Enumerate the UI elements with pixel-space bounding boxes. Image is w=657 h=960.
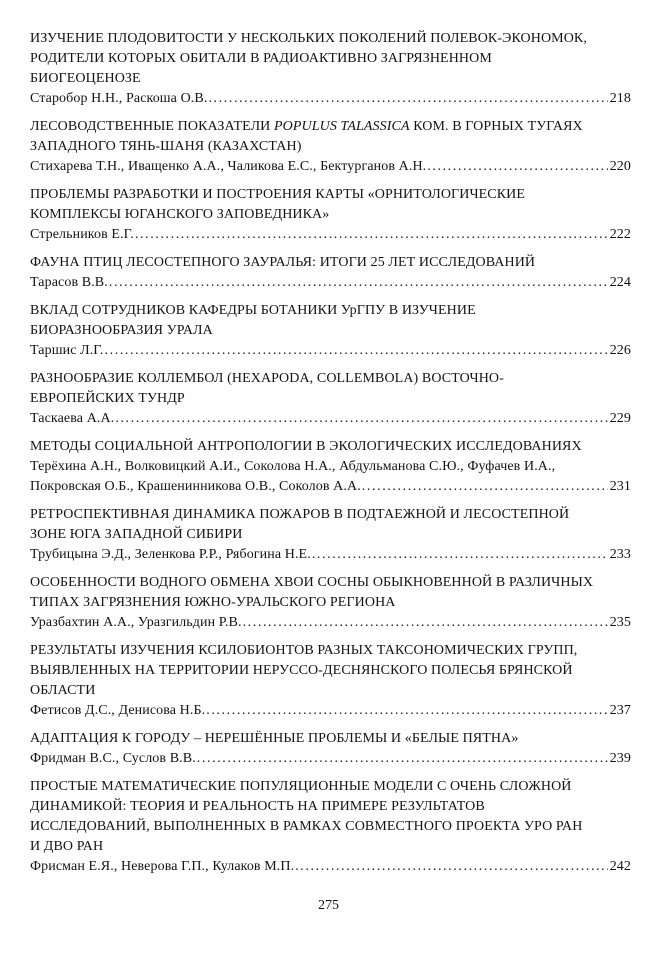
- entry-title-line: [30, 593, 631, 613]
- entry-title-line: [30, 205, 631, 225]
- entry-title: [30, 301, 631, 341]
- entry-title: [30, 573, 631, 613]
- title-text: РОДИТЕЛИ КОТОРЫХ ОБИТАЛИ В РАДИОАКТИВНО ЗАГРЯЗНЕННОМ: [30, 51, 492, 66]
- entry-authors: [30, 157, 631, 177]
- entry-title-line: [30, 817, 631, 837]
- dot-leader: [427, 157, 607, 177]
- entry-title-line: [30, 369, 631, 389]
- toc-list: [30, 29, 631, 885]
- entry-title-line: [30, 777, 631, 797]
- entry-authors: [30, 545, 631, 565]
- entry-page-number: 218: [609, 91, 631, 106]
- dot-leader: [295, 857, 608, 877]
- dot-leader: [105, 341, 608, 361]
- entry-page-number: 239: [609, 751, 631, 766]
- dot-leader: [243, 613, 608, 633]
- entry-title: [30, 117, 631, 157]
- title-text: ЗОНЕ ЮГА ЗАПАДНОЙ СИБИРИ: [30, 527, 243, 542]
- title-text: ПРОБЛЕМЫ РАЗРАБОТКИ И ПОСТРОЕНИЯ КАРТЫ «ОРНИТОЛОГИЧЕСКИЕ: [30, 187, 526, 202]
- entry-title-line: [30, 69, 631, 89]
- entry-author-line: [30, 157, 631, 177]
- dot-leader: [206, 701, 607, 721]
- toc-entry: [30, 253, 631, 293]
- title-text: ФАУНА ПТИЦ ЛЕСОСТЕПНОГО ЗАУРАЛЬЯ: ИТОГИ 25 ЛЕТ ИССЛЕДОВАНИЙ: [30, 255, 536, 270]
- entry-author-line: [30, 857, 631, 877]
- entry-author-line: [30, 409, 631, 429]
- entry-authors: [30, 341, 631, 361]
- entry-authors: [30, 701, 631, 721]
- title-text: БИОГЕОЦЕНОЗЕ: [30, 71, 141, 86]
- title-text: И ДВО РАН: [30, 839, 104, 854]
- title-text: МЕТОДЫ СОЦИАЛЬНОЙ АНТРОПОЛОГИИ В ЭКОЛОГИЧЕСКИХ ИССЛЕДОВАНИЯХ: [30, 439, 582, 454]
- entry-title-line: [30, 525, 631, 545]
- title-text: ОСОБЕННОСТИ ВОДНОГО ОБМЕНА ХВОИ СОСНЫ ОБЫКНОВЕННОЙ В РАЗЛИЧНЫХ: [30, 575, 594, 590]
- entry-title-line: [30, 437, 631, 457]
- toc-entry: [30, 505, 631, 565]
- entry-title-line: [30, 29, 631, 49]
- dot-leader: [109, 273, 608, 293]
- toc-entry: [30, 573, 631, 633]
- author-names: Фетисов Д.С., Денисова Н.Б.: [30, 703, 206, 718]
- title-text: РАЗНООБРАЗИЕ КОЛЛЕМБОЛ (HEXAPODA, COLLEMBOLA) ВОСТОЧНО-: [30, 371, 504, 386]
- entry-author-line: [30, 749, 631, 769]
- entry-title-line: [30, 301, 631, 321]
- entry-title: [30, 185, 631, 225]
- title-text: КОМПЛЕКСЫ ЮГАНСКОГО ЗАПОВЕДНИКА»: [30, 207, 330, 222]
- title-text: ПРОСТЫЕ МАТЕМАТИЧЕСКИЕ ПОПУЛЯЦИОННЫЕ МОДЕЛИ С ОЧЕНЬ СЛОЖНОЙ: [30, 779, 572, 794]
- dot-leader: [208, 89, 607, 109]
- entry-title-line: [30, 681, 631, 701]
- dot-leader: [115, 409, 607, 429]
- title-text: ИССЛЕДОВАНИЙ, ВЫПОЛНЕННЫХ В РАМКАХ СОВМЕСТНОГО ПРОЕКТА УРО РАН: [30, 819, 583, 834]
- entry-page-number: 237: [609, 703, 631, 718]
- entry-author-line: [30, 701, 631, 721]
- entry-title-line: [30, 641, 631, 661]
- author-names: Терёхина А.Н., Волковицкий А.И., Соколова Н.А., Абдульманова С.Ю., Фуфачев И.А.,: [30, 459, 556, 474]
- dot-leader: [312, 545, 608, 565]
- entry-title-line: [30, 185, 631, 205]
- title-text: РЕЗУЛЬТАТЫ ИЗУЧЕНИЯ КСИЛОБИОНТОВ РАЗНЫХ ТАКСОНОМИЧЕСКИХ ГРУПП,: [30, 643, 578, 658]
- entry-author-line: [30, 477, 631, 497]
- dot-leader: [135, 225, 608, 245]
- author-names: Трубицына Э.Д., Зеленкова Р.Р., Рябогина Н.Е.: [30, 547, 311, 562]
- author-names: Стрельников Е.Г.: [30, 227, 134, 242]
- entry-title-line: [30, 573, 631, 593]
- entry-page-number: 229: [609, 411, 631, 426]
- author-names: Стихарева Т.Н., Иващенко А.А., Чаликова Е.С., Бектурганов А.Н.: [30, 159, 427, 174]
- entry-title-line: [30, 729, 631, 749]
- author-names: Старобор Н.Н., Раскоша О.В.: [30, 91, 208, 106]
- author-names: Таскаева А.А.: [30, 411, 115, 426]
- entry-authors: [30, 749, 631, 769]
- entry-authors: [30, 273, 631, 293]
- dot-leader: [197, 749, 608, 769]
- author-names: Фрисман Е.Я., Неверова Г.П., Кулаков М.П.: [30, 859, 295, 874]
- author-names: Тарасов В.В.: [30, 275, 108, 290]
- entry-authors: [30, 613, 631, 633]
- title-text: ИЗУЧЕНИЕ ПЛОДОВИТОСТИ У НЕСКОЛЬКИХ ПОКОЛЕНИЙ ПОЛЕВОК-ЭКОНОМОК,: [30, 31, 587, 46]
- title-text: ЕВРОПЕЙСКИХ ТУНДР: [30, 391, 185, 406]
- title-text: АДАПТАЦИЯ К ГОРОДУ – НЕРЕШЁННЫЕ ПРОБЛЕМЫ И «БЕЛЫЕ ПЯТНА»: [30, 731, 519, 746]
- entry-title-line: [30, 837, 631, 857]
- entry-authors: [30, 225, 631, 245]
- entry-title-line: [30, 137, 631, 157]
- toc-entry: [30, 185, 631, 245]
- title-text: РЕТРОСПЕКТИВНАЯ ДИНАМИКА ПОЖАРОВ В ПОДТАЕЖНОЙ И ЛЕСОСТЕПНОЙ: [30, 507, 570, 522]
- title-text: ВКЛАД СОТРУДНИКОВ КАФЕДРЫ БОТАНИКИ УрГПУ В ИЗУЧЕНИЕ: [30, 303, 476, 318]
- toc-entry: [30, 777, 631, 877]
- entry-title-line: [30, 797, 631, 817]
- entry-authors: [30, 89, 631, 109]
- page-footer: [0, 896, 657, 916]
- title-text-italic: POPULUS TALASSICA: [274, 119, 410, 134]
- title-text: ЗАПАДНОГО ТЯНЬ-ШАНЯ (КАЗАХСТАН): [30, 139, 302, 154]
- toc-entry: [30, 641, 631, 721]
- title-text: ДИНАМИКОЙ: ТЕОРИЯ И РЕАЛЬНОСТЬ НА ПРИМЕРЕ РЕЗУЛЬТАТОВ: [30, 799, 485, 814]
- entry-author-line: [30, 545, 631, 565]
- entry-title-line: [30, 117, 631, 137]
- entry-title: [30, 437, 631, 457]
- entry-page-number: 231: [609, 479, 631, 494]
- page-number: 275: [318, 898, 339, 913]
- entry-page-number: 224: [609, 275, 631, 290]
- entry-page-number: 222: [609, 227, 631, 242]
- entry-title-line: [30, 321, 631, 341]
- title-text: ТИПАХ ЗАГРЯЗНЕНИЯ ЮЖНО-УРАЛЬСКОГО РЕГИОНА: [30, 595, 396, 610]
- entry-author-line: [30, 341, 631, 361]
- toc-entry: [30, 369, 631, 429]
- entry-title: [30, 505, 631, 545]
- title-text: ОБЛАСТИ: [30, 683, 96, 698]
- title-text: ЛЕСОВОДСТВЕННЫЕ ПОКАЗАТЕЛИ: [30, 119, 274, 134]
- title-text: ВЫЯВЛЕННЫХ НА ТЕРРИТОРИИ НЕРУССО-ДЕСНЯНСКОГО ПОЛЕСЬЯ БРЯНСКОЙ: [30, 663, 573, 678]
- entry-author-line: [30, 225, 631, 245]
- entry-title-line: [30, 505, 631, 525]
- entry-authors: [30, 457, 631, 497]
- entry-author-line: [30, 89, 631, 109]
- toc-entry: [30, 301, 631, 361]
- entry-title: [30, 29, 631, 89]
- dot-leader: [362, 477, 608, 497]
- toc-entry: [30, 117, 631, 177]
- entry-author-line: [30, 457, 631, 477]
- entry-title-line: [30, 661, 631, 681]
- toc-entry: [30, 729, 631, 769]
- entry-title-line: [30, 49, 631, 69]
- entry-title: [30, 641, 631, 701]
- title-text: КОМ. В ГОРНЫХ ТУГАЯХ: [409, 119, 583, 134]
- entry-page-number: 226: [609, 343, 631, 358]
- entry-author-line: [30, 613, 631, 633]
- author-names: Фридман В.С., Суслов В.В.: [30, 751, 196, 766]
- entry-title: [30, 253, 631, 273]
- entry-title: [30, 729, 631, 749]
- toc-entry: [30, 29, 631, 109]
- author-names: Уразбахтин А.А., Уразгильдин Р.В.: [30, 615, 242, 630]
- entry-page-number: 220: [609, 159, 631, 174]
- entry-page-number: 242: [609, 859, 631, 874]
- author-names: Таршис Л.Г.: [30, 343, 104, 358]
- entry-authors: [30, 857, 631, 877]
- entry-author-line: [30, 273, 631, 293]
- entry-page-number: 235: [609, 615, 631, 630]
- entry-title-line: [30, 389, 631, 409]
- author-names: Покровская О.Б., Крашенинникова О.В., Соколов А.А.: [30, 479, 361, 494]
- entry-title-line: [30, 253, 631, 273]
- entry-title: [30, 777, 631, 857]
- entry-page-number: 233: [609, 547, 631, 562]
- toc-entry: [30, 437, 631, 497]
- title-text: БИОРАЗНООБРАЗИЯ УРАЛА: [30, 323, 213, 338]
- entry-authors: [30, 409, 631, 429]
- entry-title: [30, 369, 631, 409]
